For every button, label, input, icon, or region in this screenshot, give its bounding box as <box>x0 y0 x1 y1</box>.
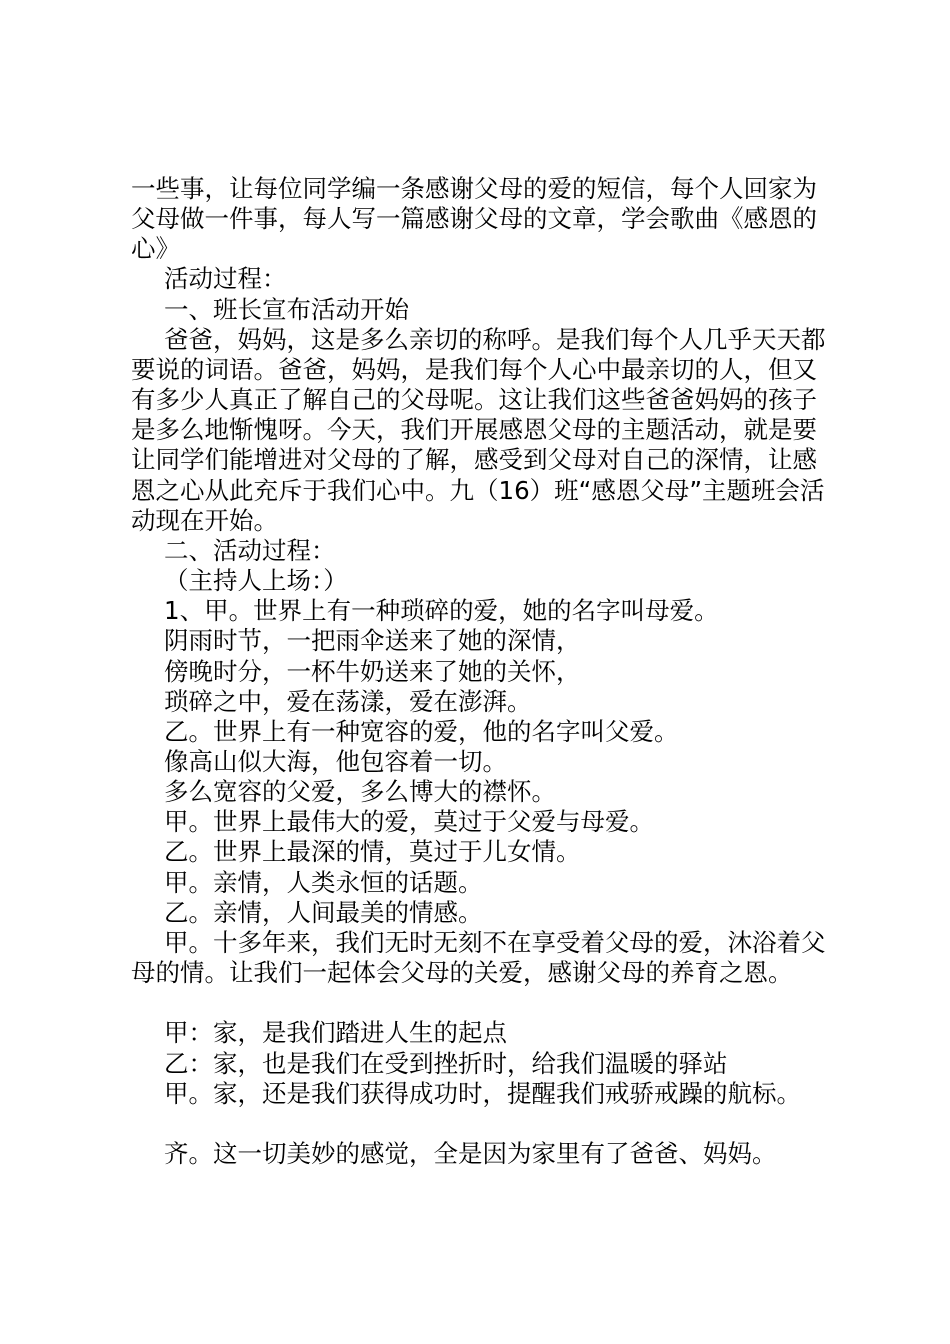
paragraph: 像高山似大海，他包容着一切。 <box>164 746 507 776</box>
blank-line <box>131 988 831 1018</box>
paragraph: 甲。亲情，人类永恒的话题。 <box>164 867 483 897</box>
paragraph: 乙。世界上最深的情，莫过于儿女情。 <box>164 837 581 867</box>
paragraph: 阴雨时节，一把雨伞送来了她的深情， <box>164 626 581 656</box>
paragraph: 齐。这一切美妙的感觉，全是因为家里有了爸爸、妈妈。 <box>164 1138 777 1168</box>
paragraph: 活动过程： <box>164 264 287 294</box>
paragraph: 二、活动过程： <box>164 535 336 565</box>
paragraph: 甲：家，是我们踏进人生的起点 <box>164 1018 507 1048</box>
paragraph: 甲。十多年来，我们无时无刻不在享受着父母的爱，沐浴着父母的情。让我们一起体会父母的关爱，感谢父母的养育之恩。 <box>131 927 826 988</box>
paragraph: 乙。世界上有一种宽容的爱，他的名字叫父爱。 <box>164 716 679 746</box>
paragraph: 傍晚时分，一杯牛奶送来了她的关怀， <box>164 656 581 686</box>
paragraph: 甲。家，还是我们获得成功时，提醒我们戒骄戒躁的航标。 <box>164 1078 801 1108</box>
blank-line <box>131 1109 831 1139</box>
paragraph: 琐碎之中，爱在荡漾，爱在澎湃。 <box>164 686 532 716</box>
paragraph: 一、班长宣布活动开始 <box>164 294 409 324</box>
paragraph: 乙：家，也是我们在受到挫折时，给我们温暖的驿站 <box>164 1048 728 1078</box>
paragraph: 多么宽容的父爱，多么博大的襟怀。 <box>164 777 556 807</box>
paragraph: 爸爸，妈妈，这是多么亲切的称呼。是我们每个人几乎天天都要说的词语。爸爸，妈妈，是我们每个人心中最亲切的人，但又有多少人真正了解自己的父母呢。这让我们这些爸爸妈妈的孩子是多么地惭愧呀。今天，我们开展感恩父母的主题活动，就是要让同学们能增进对父母的了解，感受到父母对自己的深情，让感恩之心从此充斥于我们心中。九（16）班“感恩父母”主题班会活动现在开始。 <box>131 324 826 535</box>
paragraph: （主持人上场：） <box>164 566 348 596</box>
paragraph: 1、甲。世界上有一种琐碎的爱，她的名字叫母爱。 <box>164 596 719 626</box>
paragraph: 乙。亲情，人间最美的情感。 <box>164 897 483 927</box>
paragraph: 一些事，让每位同学编一条感谢父母的爱的短信，每个人回家为父母做一件事，每人写一篇感谢父母的文章，学会歌曲《感恩的心》 <box>131 174 817 264</box>
document-body <box>131 174 831 1169</box>
paragraph: 甲。世界上最伟大的爱，莫过于父爱与母爱。 <box>164 807 654 837</box>
